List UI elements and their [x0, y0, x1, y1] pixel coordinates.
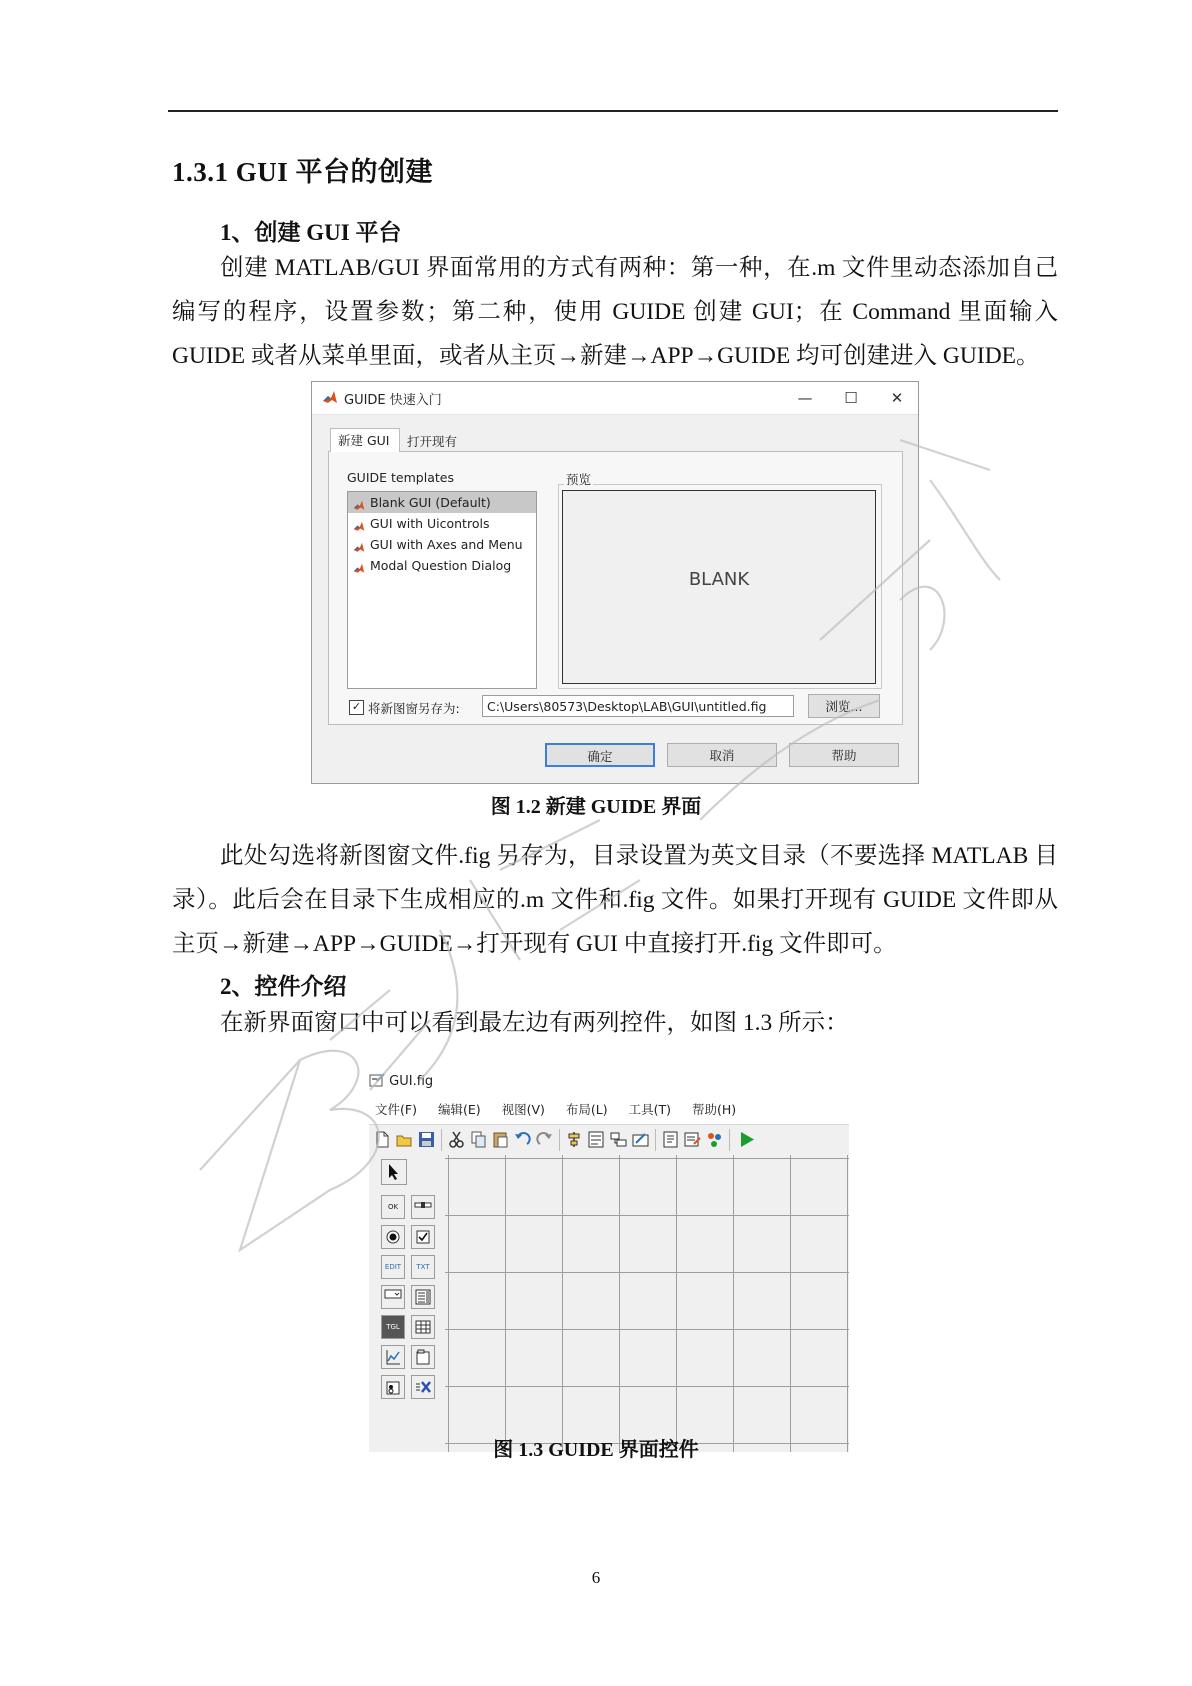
- push-button-label: OK: [387, 1203, 399, 1211]
- slider-icon: [414, 1201, 432, 1209]
- template-label: GUI with Axes and Menu: [370, 537, 523, 552]
- maximize-button[interactable]: ☐: [844, 389, 858, 407]
- axes-icon: [385, 1349, 401, 1365]
- dialog-title-bar: [312, 382, 918, 415]
- menu-bar: [375, 1100, 753, 1118]
- open-folder-icon[interactable]: [395, 1130, 414, 1149]
- paragraph-2-text: 此处勾选将新图窗文件.fig 另存为，目录设置为英文目录（不要选择 MATLAB 目录）。此后会在目录下生成相应的.m 文件和.fig 文件。如果打开现有 GUIDE 文件即从主页→新建→APP→GUIDE→打开现有 GUI 中直接打开.fig 文件即可。: [172, 843, 1058, 957]
- push-button-tool[interactable]: [381, 1195, 405, 1219]
- tab-open-existing-gui[interactable]: 打开现有: [407, 434, 458, 449]
- templates-list[interactable]: [347, 491, 537, 689]
- tab-order-editor-icon[interactable]: [609, 1130, 628, 1149]
- popup-menu-icon: [384, 1289, 402, 1299]
- page-number: 6: [591, 1568, 601, 1587]
- panel-tool[interactable]: [411, 1345, 435, 1369]
- fig-file-icon: [369, 1072, 385, 1088]
- checkbox-icon: [416, 1230, 430, 1244]
- table-icon: [415, 1320, 431, 1334]
- menu-layout[interactable]: 布局(L): [565, 1102, 608, 1117]
- panel-icon: [415, 1349, 431, 1365]
- close-button[interactable]: ✕: [890, 389, 904, 407]
- paragraph-3-text: 在新界面窗口中可以看到最左边有两列控件，如图 1.3 所示：: [220, 1010, 849, 1036]
- object-browser-icon[interactable]: [705, 1130, 724, 1149]
- radio-button-tool[interactable]: [381, 1225, 405, 1249]
- toggle-button-tool[interactable]: [381, 1315, 405, 1339]
- button-group-tool[interactable]: [381, 1375, 405, 1399]
- layout-grid-canvas[interactable]: [445, 1155, 849, 1452]
- list-item[interactable]: [348, 534, 536, 555]
- fig-title-bar: [369, 1072, 433, 1089]
- listbox-icon: [415, 1289, 431, 1305]
- property-inspector-icon[interactable]: [683, 1130, 702, 1149]
- menu-file[interactable]: 文件(F): [375, 1102, 417, 1117]
- save-icon[interactable]: [417, 1130, 436, 1149]
- toolbar-separator: [655, 1129, 656, 1151]
- template-label: Modal Question Dialog: [370, 558, 512, 573]
- button-group-icon: [385, 1379, 401, 1395]
- activex-icon: [415, 1379, 431, 1395]
- checkbox-tool[interactable]: [411, 1225, 435, 1249]
- edit-text-label: EDIT: [384, 1263, 402, 1271]
- templates-label: GUIDE templates: [347, 470, 454, 485]
- radio-icon: [386, 1230, 400, 1244]
- paste-icon[interactable]: [491, 1130, 510, 1149]
- preview-pane: [562, 490, 876, 684]
- cut-icon[interactable]: [447, 1130, 466, 1149]
- fig-title: GUI.fig: [389, 1074, 434, 1089]
- toolbar-separator: [441, 1129, 442, 1151]
- table-tool[interactable]: [411, 1315, 435, 1339]
- menu-view[interactable]: 视图(V): [501, 1102, 545, 1117]
- popup-menu-tool[interactable]: [381, 1285, 405, 1309]
- list-item[interactable]: [348, 513, 536, 534]
- menu-edit[interactable]: 编辑(E): [437, 1102, 481, 1117]
- section-heading: 1.3.1 GUI 平台的创建: [172, 157, 434, 187]
- undo-icon[interactable]: [513, 1130, 532, 1149]
- listbox-tool[interactable]: [411, 1285, 435, 1309]
- paragraph-1: [172, 246, 1058, 378]
- toggle-button-label: TGL: [386, 1323, 400, 1331]
- toolbar-separator: [729, 1129, 730, 1151]
- subsection-heading-2: 2、控件介绍: [220, 974, 347, 999]
- gui-fig-window: [369, 1072, 849, 1452]
- guide-quick-start-dialog: [311, 381, 919, 784]
- menu-tools[interactable]: 工具(T): [628, 1102, 671, 1117]
- toolbar: [369, 1124, 849, 1156]
- list-item[interactable]: [348, 555, 536, 576]
- matlab-logo-icon: [353, 560, 365, 581]
- save-as-checkbox[interactable]: ✓: [349, 700, 364, 715]
- menu-help[interactable]: 帮助(H): [691, 1102, 737, 1117]
- figure-1-2-caption: 图 1.2 新建 GUIDE 界面: [490, 796, 702, 818]
- paragraph-1-text: 创建 MATLAB/GUI 界面常用的方式有两种：第一种，在.m 文件里动态添加自己编写的程序，设置参数；第二种，使用 GUIDE 创建 GUI；在 Command 里面输入 GUIDE 或者从菜单里面，或者从主页→新建→APP→GUIDE 均可创建进入 GUIDE。: [172, 255, 1058, 369]
- activex-control-tool[interactable]: [411, 1375, 435, 1399]
- arrow-cursor-icon: [387, 1163, 401, 1181]
- browse-button[interactable]: 浏览...: [808, 694, 880, 718]
- menu-editor-icon[interactable]: [587, 1130, 606, 1149]
- paragraph-2: [172, 834, 1058, 966]
- preview-label: 预览: [566, 472, 592, 487]
- editor-icon[interactable]: [661, 1130, 680, 1149]
- save-as-label: 将新图窗另存为:: [368, 701, 460, 716]
- align-objects-icon[interactable]: [565, 1130, 584, 1149]
- ok-button[interactable]: 确定: [545, 743, 655, 767]
- preview-text: BLANK: [688, 569, 750, 590]
- slider-tool[interactable]: [411, 1195, 435, 1219]
- edit-text-tool[interactable]: [381, 1255, 405, 1279]
- component-palette: [369, 1155, 445, 1452]
- figure-1-3-caption: 图 1.3 GUIDE 界面控件: [493, 1439, 699, 1461]
- paragraph-3: [172, 1001, 1058, 1045]
- subsection-heading-1: 1、创建 GUI 平台: [220, 220, 402, 245]
- header-rule: [168, 110, 1058, 112]
- template-label: Blank GUI (Default): [370, 495, 491, 510]
- toolbar-editor-icon[interactable]: [631, 1130, 650, 1149]
- template-label: GUI with Uicontrols: [370, 516, 490, 531]
- cancel-button[interactable]: 取消: [667, 743, 777, 767]
- new-file-icon[interactable]: [373, 1130, 392, 1149]
- tab-new-gui[interactable]: 新建 GUI: [330, 428, 400, 452]
- help-button[interactable]: 帮助: [789, 743, 899, 767]
- static-text-tool[interactable]: [411, 1255, 435, 1279]
- minimize-button[interactable]: —: [797, 389, 813, 407]
- redo-icon[interactable]: [535, 1130, 554, 1149]
- toolbar-separator: [559, 1129, 560, 1151]
- axes-tool[interactable]: [381, 1345, 405, 1369]
- static-text-label: TXT: [416, 1263, 430, 1271]
- save-path-input[interactable]: C:\Users\80573\Desktop\LAB\GUI\untitled.fig: [482, 695, 794, 717]
- run-icon[interactable]: [737, 1130, 756, 1149]
- matlab-logo-icon: [322, 390, 338, 410]
- list-item[interactable]: [348, 492, 536, 513]
- dialog-title: GUIDE 快速入门: [344, 393, 442, 408]
- select-tool-button[interactable]: [381, 1159, 407, 1185]
- copy-icon[interactable]: [469, 1130, 488, 1149]
